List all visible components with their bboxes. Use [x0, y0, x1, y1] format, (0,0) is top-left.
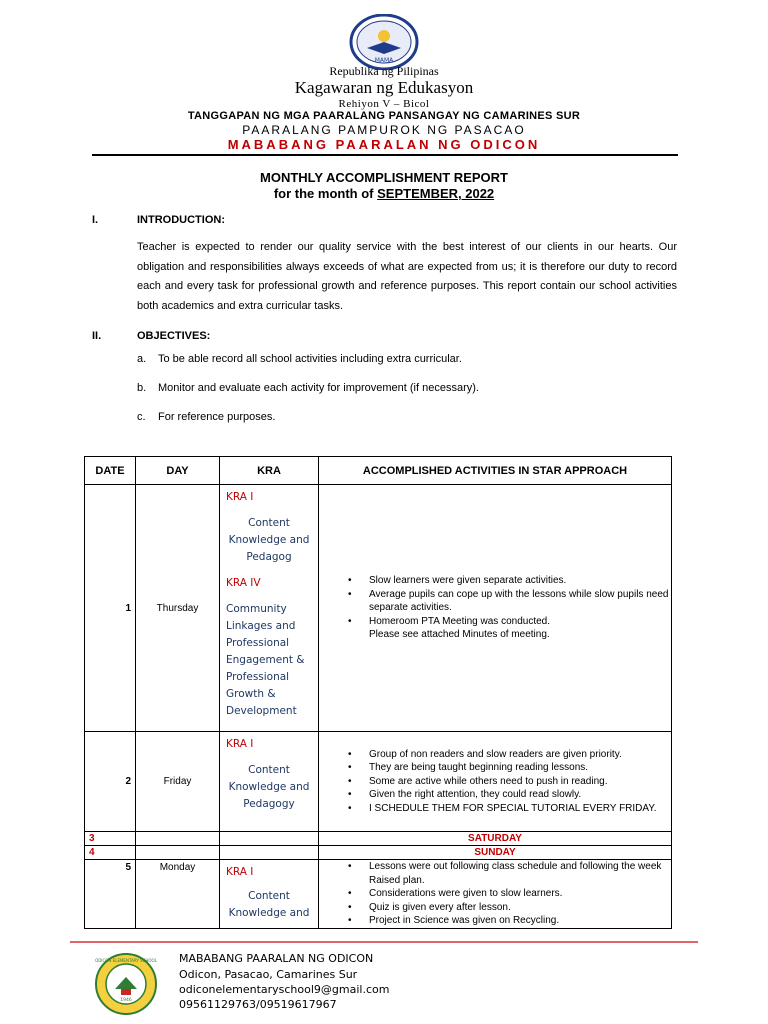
kra-text: Content Knowledge and: [228, 890, 310, 919]
school-name: MABABANG PAARALAN NG ODICON: [227, 137, 541, 152]
subtitle-prefix: for the month of: [273, 186, 378, 201]
objectives-number: II.: [92, 330, 102, 342]
activity-item: • Homeroom PTA Meeting was conducted.: [369, 615, 671, 629]
row-kra: [220, 832, 319, 846]
objective-item: [137, 353, 462, 365]
logo-text: ODICON ELEMENTARY SCHOOL: [95, 958, 157, 963]
activity-item: • They are being taught beginning reading lessons.: [369, 761, 671, 775]
accomplishment-table: [84, 456, 672, 929]
district-name: PAARALANG PAMPUROK NG PASACAO: [242, 123, 526, 137]
table-row: [85, 732, 672, 832]
kra-text: Content Knowledge and Pedagogy: [228, 764, 310, 810]
activity-note: Please see attached Minutes of meeting.: [369, 629, 550, 641]
intro-number: I.: [92, 214, 99, 226]
footer-school: MABABANG PAARALAN NG ODICON: [179, 952, 374, 965]
republic-line: Republika ng Pilipinas: [329, 64, 439, 78]
row-day: Friday: [136, 732, 220, 832]
row-activities: [319, 732, 672, 832]
row-kra: [220, 846, 319, 860]
row-date: 4: [85, 846, 136, 860]
division-office: TANGGAPAN NG MGA PAARALANG PANSANGAY NG CAMARINES SUR: [187, 110, 581, 122]
intro-text: Teacher is expected to render our quality service with the best interest of our clients in our hearts. Our obligation and responsibilities always exceeds of what are expected from us; it is therefore our duty to record each and every task for professional growth and reference purposes. This report contain our school activities both academics and extra curricular tasks.: [137, 241, 677, 312]
table-header-row: [85, 457, 672, 485]
table-row: [85, 860, 672, 929]
objective-letter: b.: [137, 382, 147, 394]
kra-text: Community Linkages and Professional Engagement & Professional Growth & Development: [226, 603, 305, 717]
report-subtitle: [0, 186, 768, 201]
kra-label: KRA I: [226, 866, 254, 878]
row-day: [136, 832, 220, 846]
activity-item: • Quiz is given every after lesson.: [369, 901, 671, 915]
table-row: [85, 485, 672, 732]
objective-text: For reference purposes.: [158, 411, 276, 423]
activity-item: • Slow learners were given separate activities.: [369, 574, 671, 588]
row-date: 2: [85, 732, 136, 832]
report-month: SEPTEMBER, 2022: [377, 186, 495, 201]
objective-text: Monitor and evaluate each activity for improvement (if necessary).: [158, 382, 479, 394]
row-activities: [319, 860, 672, 929]
row-day: Thursday: [136, 485, 220, 732]
deped-seal-logo: [349, 14, 419, 70]
intro-heading: INTRODUCTION:: [137, 214, 225, 226]
header-kra: KRA: [220, 457, 319, 485]
objective-letter: c.: [137, 411, 146, 423]
row-kra: [220, 732, 319, 832]
seal-text: MAMA: [374, 57, 394, 64]
objective-item: [137, 382, 479, 394]
footer-email[interactable]: odiconelementaryschool9@gmail.com: [179, 983, 390, 996]
department-name: Kagawaran ng Edukasyon: [294, 78, 474, 97]
header-date: DATE: [85, 457, 136, 485]
objective-item: [137, 411, 275, 423]
activity-item: • Considerations were given to slow learners.: [369, 887, 671, 901]
activity-item: • Given the right attention, they could read slowly.: [369, 788, 671, 802]
objective-letter: a.: [137, 353, 147, 365]
region-line: Rehiyon V – Bicol: [338, 98, 430, 110]
activity-item: • Project in Science was given on Recycling.: [369, 914, 671, 928]
row-day: Monday: [136, 860, 220, 929]
weekend-label: SATURDAY: [319, 832, 672, 846]
objective-text: To be able record all school activities including extra curricular.: [158, 353, 462, 365]
table-row: [85, 832, 672, 846]
row-kra: [220, 485, 319, 732]
row-kra: [220, 860, 319, 929]
footer-divider: [70, 941, 698, 943]
activity-item: • Lessons were out following class schedule and following the week Raised plan.: [369, 860, 671, 887]
kra-label: KRA IV: [226, 577, 261, 589]
kra-label: KRA I: [226, 738, 254, 750]
objectives-heading: OBJECTIVES:: [137, 330, 211, 342]
activity-item: • I SCHEDULE THEM FOR SPECIAL TUTORIAL EVERY FRIDAY.: [369, 802, 671, 816]
row-day: [136, 846, 220, 860]
kra-label: KRA I: [226, 491, 254, 503]
footer-address: Odicon, Pasacao, Camarines Sur: [179, 968, 358, 981]
row-date: 1: [85, 485, 136, 732]
logo-year: 1946: [120, 998, 132, 1003]
header-activities: ACCOMPLISHED ACTIVITIES IN STAR APPROACH: [319, 457, 672, 485]
row-date: 3: [85, 832, 136, 846]
school-logo: [95, 953, 157, 1015]
row-activities: [319, 485, 672, 732]
table-row: [85, 846, 672, 860]
weekend-label: SUNDAY: [319, 846, 672, 860]
footer-phone: 09561129763/09519617967: [179, 998, 337, 1011]
activity-item: • Group of non readers and slow readers are given priority.: [369, 748, 671, 762]
kra-text: Content Knowledge and Pedagog: [228, 517, 310, 563]
header-day: DAY: [136, 457, 220, 485]
activity-item: • Average pupils can cope up with the lessons while slow pupils need separate activities.: [369, 588, 671, 615]
report-title: MONTHLY ACCOMPLISHMENT REPORT: [260, 170, 508, 185]
activity-item: • Some are active while others need to push in reading.: [369, 775, 671, 789]
row-date: 5: [85, 860, 136, 929]
header-divider: [92, 154, 678, 156]
